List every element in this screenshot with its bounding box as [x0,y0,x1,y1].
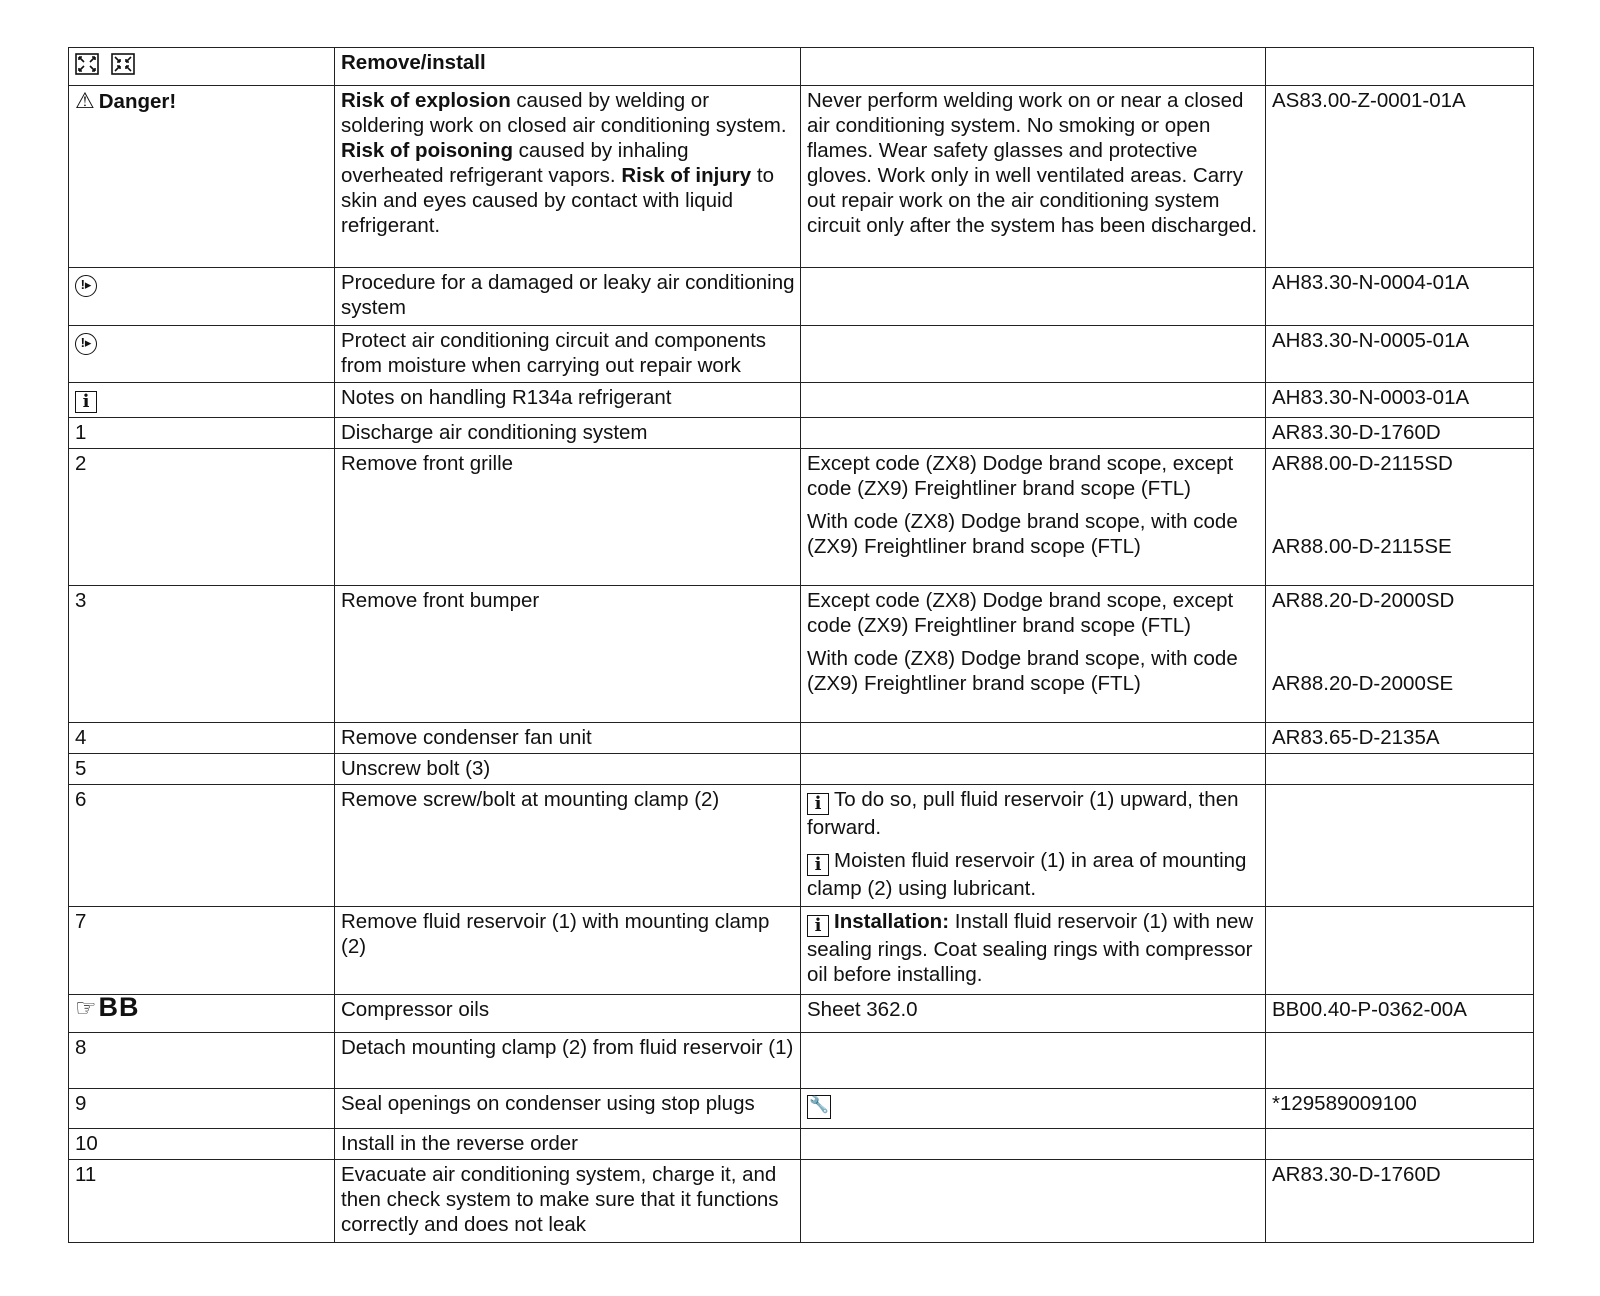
step-number: 1 [69,418,335,449]
step-ref[interactable]: AR83.30-D-1760D [1266,1160,1534,1243]
note-text: Protect air conditioning circuit and components from moisture when carrying out repair work [335,326,801,383]
info-icon: i [807,854,829,876]
step-number: 6 [69,785,335,907]
step-row [69,754,1534,785]
note-text: Procedure for a damaged or leaky air conditioning system [335,268,801,326]
note-ref[interactable]: AH83.30-N-0005-01A [1266,326,1534,383]
info-icon: i [807,793,829,815]
danger-row [69,86,1534,268]
step-text: Remove fluid reservoir (1) with mounting clamp (2) [335,907,801,995]
step-row [69,586,1534,723]
step-row [69,723,1534,754]
step-text: Detach mounting clamp (2) from fluid reservoir (1) [335,1033,801,1089]
step-ref[interactable]: *129589009100 [1266,1089,1534,1129]
step-number: 8 [69,1033,335,1089]
note-row [69,383,1534,418]
danger-ref[interactable]: AS83.00-Z-0001-01A [1266,86,1534,268]
step-number: 10 [69,1129,335,1160]
step-text: Remove screw/bolt at mounting clamp (2) [335,785,801,907]
danger-label-cell [69,86,335,268]
step-text: Remove front bumper [335,586,801,723]
step-refs: AR88.00-D-2115SD AR88.00-D-2115SE [1266,449,1534,586]
danger-risks: Risk of explosion caused by welding or soldering work on closed air conditioning system. Risk of poisoning caused by inhaling overheated refrigerant vapors. Risk of injury to skin and eyes caused by contact with liquid refrigerant. [335,86,801,268]
bb-reference-row [69,995,1534,1033]
step-text: Discharge air conditioning system [335,418,801,449]
step-row [69,1129,1534,1160]
danger-label: Danger! [98,90,177,113]
note-text: Notes on handling R134a refrigerant [335,383,801,418]
info-icon: i [75,391,97,413]
step-text: Seal openings on condenser using stop plugs [335,1089,801,1129]
warning-triangle-icon: ⚠ [75,88,95,113]
note-row [69,268,1534,326]
header-row [69,48,1534,86]
note-ref[interactable]: AH83.30-N-0003-01A [1266,383,1534,418]
step-text: Remove front grille [335,449,801,586]
step-text: Install in the reverse order [335,1129,801,1160]
step-row [69,418,1534,449]
step-ref[interactable]: AR83.65-D-2135A [1266,723,1534,754]
step-notes: i To do so, pull fluid reservoir (1) upward, then forward. i Moisten fluid reservoir (1) in area of mounting clamp (2) using lubricant. [801,785,1266,907]
step-ref[interactable]: AR83.30-D-1760D [1266,418,1534,449]
bb-text: Compressor oils [335,995,801,1033]
step-row [69,785,1534,907]
bb-sheet: Sheet 362.0 [801,995,1266,1033]
step-number: 11 [69,1160,335,1243]
special-tool-icon: 🔧 [807,1095,831,1119]
bb-ref[interactable]: BB00.40-P-0362-00A [1266,995,1534,1033]
note-row [69,326,1534,383]
info-icon: i [807,915,829,937]
step-number: 2 [69,449,335,586]
note-circle-icon: !▸ [75,275,97,297]
step-number: 4 [69,723,335,754]
note-ref[interactable]: AH83.30-N-0004-01A [1266,268,1534,326]
step-conditions: Except code (ZX8) Dodge brand scope, except code (ZX9) Freightliner brand scope (FTL) With code (ZX8) Dodge brand scope, with code (ZX9) Freightliner brand scope (FTL) [801,586,1266,723]
step-row [69,449,1534,586]
header-title: Remove/install [335,48,801,86]
danger-measures: Never perform welding work on or near a closed air conditioning system. No smoking or open flames. Wear safety glasses and protective gloves. Work only in well ventilated areas. Carry out repair work on the air conditioning system circuit only after the system has been discharged. [801,86,1266,268]
step-number: 3 [69,586,335,723]
bb-label-cell: ☞BB [69,995,335,1033]
step-row [69,1089,1534,1129]
step-text: Evacuate air conditioning system, charge it, and then check system to make sure that it functions correctly and does not leak [335,1160,801,1243]
step-number: 5 [69,754,335,785]
step-row [69,1160,1534,1243]
header-icons [69,48,335,86]
step-row [69,1033,1534,1089]
step-row [69,907,1534,995]
procedure-table [68,47,1534,1243]
step-text: Remove condenser fan unit [335,723,801,754]
install-icon [111,53,135,75]
pointing-hand-icon: ☞ [75,995,97,1022]
step-number: 9 [69,1089,335,1129]
step-notes: i Installation: Install fluid reservoir (1) with new sealing rings. Coat sealing rings with compressor oil before installing. [801,907,1266,995]
step-text: Unscrew bolt (3) [335,754,801,785]
step-refs: AR88.20-D-2000SD AR88.20-D-2000SE [1266,586,1534,723]
note-circle-icon: !▸ [75,333,97,355]
step-conditions: Except code (ZX8) Dodge brand scope, except code (ZX9) Freightliner brand scope (FTL) With code (ZX8) Dodge brand scope, with code (ZX9) Freightliner brand scope (FTL) [801,449,1266,586]
step-number: 7 [69,907,335,995]
remove-icon [75,53,99,75]
